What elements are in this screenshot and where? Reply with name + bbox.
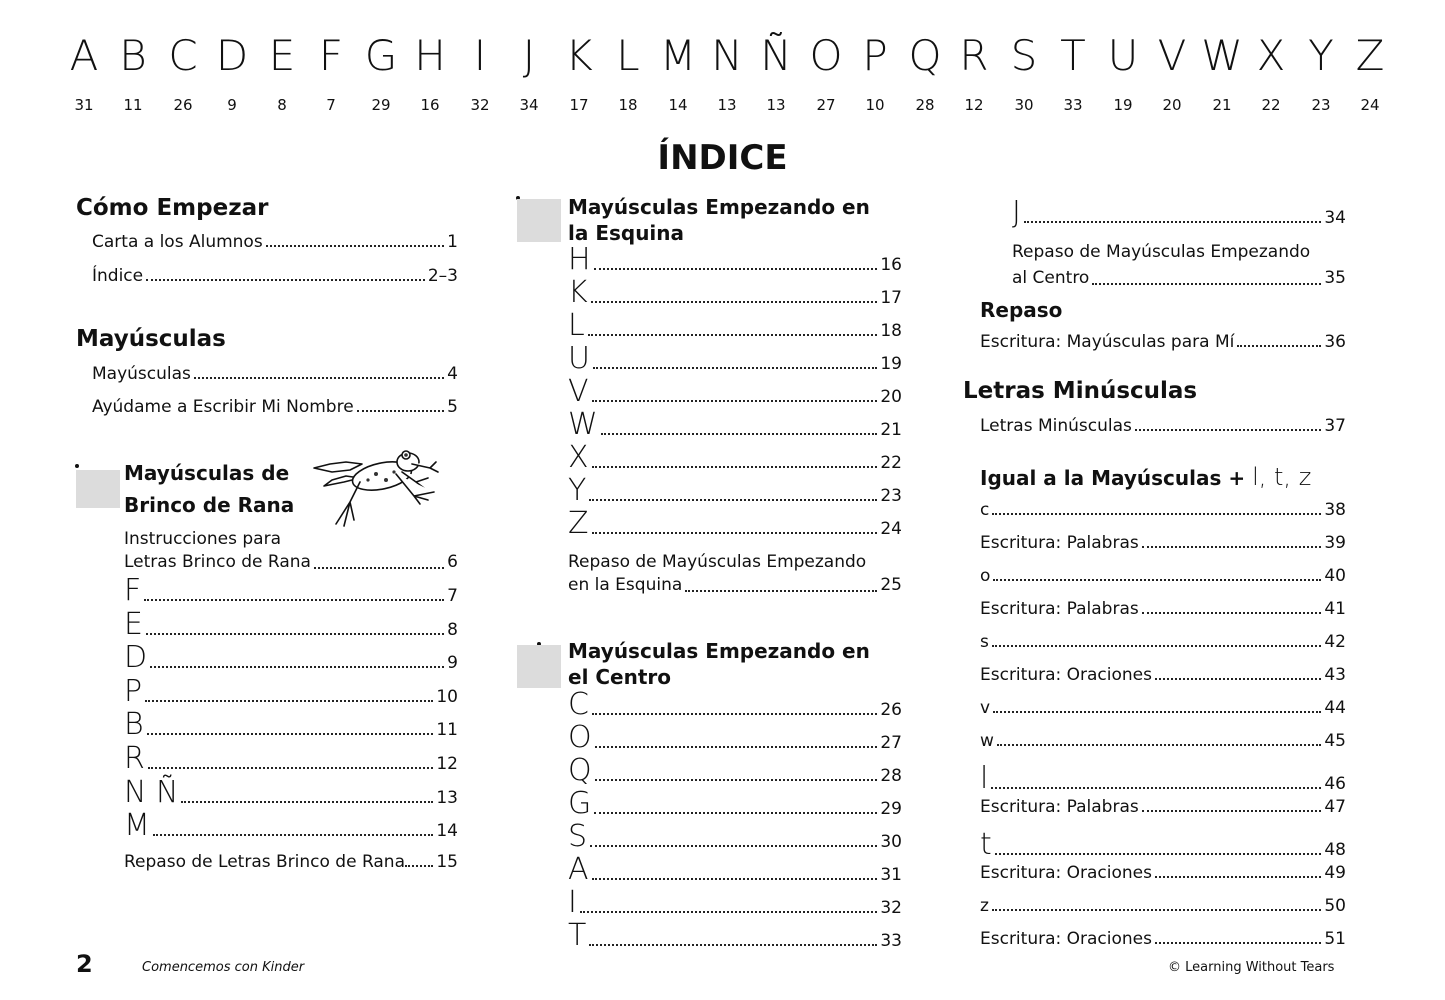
alphabet-letter	[1348, 32, 1392, 114]
toc-entry: o 40	[980, 566, 1346, 586]
toc-entry: Escritura: Oraciones 49	[980, 863, 1346, 883]
toc-entry: K 17	[568, 275, 902, 310]
alphabet-letter-glyph: X	[1256, 31, 1286, 80]
alphabet-page-number: 24	[1360, 96, 1380, 114]
toc-entry-repaso-esquina: Repaso de Mayúsculas Empezando en la Esquina 25	[568, 552, 902, 595]
toc-entry: E 8	[124, 606, 458, 642]
alphabet-letter-glyph: J	[522, 31, 536, 80]
alphabet-letter-glyph: P	[862, 31, 888, 80]
alphabet-page-number: 22	[1261, 96, 1281, 114]
alphabet-page-number: 29	[371, 96, 391, 114]
toc-entry: Escritura: Oraciones 43	[980, 665, 1346, 685]
toc-entry-instrucciones: Instrucciones para Letras Brinco de Rana 6	[124, 529, 458, 572]
toc-entry: s 42	[980, 632, 1346, 652]
toc-entry: W 21	[568, 407, 902, 442]
page-title: ÍNDICE	[657, 138, 788, 178]
alphabet-letter-glyph: E	[268, 31, 296, 80]
alphabet-page-number: 17	[569, 96, 589, 114]
toc-entry-letter: J 34	[1012, 195, 1346, 230]
alphabet-letter-glyph: G	[364, 31, 398, 80]
section-heading-repaso: Repaso	[980, 298, 1063, 322]
alphabet-page-number: 10	[865, 96, 885, 114]
alphabet-letter-glyph: Z	[1355, 31, 1385, 80]
alphabet-letter	[952, 32, 996, 114]
toc-entry: Ayúdame a Escribir Mi Nombre 5	[92, 397, 458, 417]
toc-entry: D 9	[124, 640, 458, 676]
section-heading-centro: Mayúsculas Empezando en el Centro	[568, 639, 870, 689]
toc-entry: M 14	[124, 808, 458, 844]
toc-entry: S 30	[568, 819, 902, 854]
alphabet-letter	[1101, 32, 1145, 114]
alphabet-letter-glyph: R	[959, 31, 989, 80]
alphabet-page-number: 18	[618, 96, 638, 114]
toc-entry: G 29	[568, 786, 902, 821]
alphabet-page-number: 13	[766, 96, 786, 114]
alphabet-letter-glyph: Y	[1308, 31, 1334, 80]
alphabet-letter-glyph: U	[1107, 31, 1139, 80]
toc-entry: P 10	[124, 673, 458, 709]
alphabet-letter	[1051, 32, 1095, 114]
toc-entry: V 20	[568, 374, 902, 409]
toc-entry: Escritura: Palabras 39	[980, 533, 1346, 553]
alphabet-letter-glyph: B	[119, 31, 147, 80]
alphabet-letter-glyph: D	[215, 31, 249, 80]
alphabet-letter-glyph: W	[1201, 31, 1243, 80]
toc-entry: Y 23	[568, 473, 902, 508]
toc-entry: Escritura: Palabras 47	[980, 797, 1346, 817]
alphabet-letter	[903, 32, 947, 114]
book-title: Comencemos con Kinder	[142, 960, 305, 975]
alphabet-letter	[62, 32, 106, 114]
alphabet-page-number: 28	[915, 96, 935, 114]
toc-entry: X 22	[568, 440, 902, 475]
alphabet-page-number: 8	[277, 96, 287, 114]
alphabet-letter	[1200, 32, 1244, 114]
alphabet-letter	[1299, 32, 1343, 114]
alphabet-letter-glyph: I	[473, 31, 487, 80]
toc-entry: z 50	[980, 896, 1346, 916]
alphabet-letter-glyph: S	[1010, 31, 1038, 80]
alphabet-letter	[1249, 32, 1293, 114]
alphabet-letter-glyph: V	[1157, 31, 1187, 80]
alphabet-letter	[804, 32, 848, 114]
alphabet-page-number: 16	[420, 96, 440, 114]
alphabet-page-number: 31	[74, 96, 94, 114]
section-heading-minusculas: Letras Minúsculas	[963, 378, 1198, 404]
alphabet-letter-glyph: Q	[908, 31, 942, 80]
alphabet-page-number: 19	[1113, 96, 1133, 114]
bullet-dot	[75, 464, 79, 468]
toc-entry: w 45	[980, 731, 1346, 751]
toc-entry: R 12	[124, 741, 458, 776]
section-heading-rana: Mayúsculas de Brinco de Rana	[124, 461, 295, 517]
alphabet-letter-glyph: K	[565, 31, 593, 80]
alphabet-letter-glyph: H	[414, 31, 446, 80]
section-marker-box	[517, 199, 561, 242]
alphabet-letter	[309, 32, 353, 114]
alphabet-page-number: 33	[1063, 96, 1083, 114]
alphabet-letter	[359, 32, 403, 114]
toc-entry: t 48	[980, 827, 1346, 862]
toc-entry: U 19	[568, 341, 902, 376]
alphabet-letter-glyph: Ñ	[760, 31, 792, 80]
toc-entry-repaso-centro: Repaso de Mayúsculas Empezando al Centro 35	[1012, 242, 1346, 288]
section-heading-como-empezar: Cómo Empezar	[76, 195, 269, 221]
toc-entry: T 33	[568, 918, 902, 953]
alphabet-letter-glyph: T	[1060, 31, 1086, 80]
alphabet-page-number: 12	[964, 96, 984, 114]
frog-illustration	[310, 442, 442, 528]
section-heading-igual: Igual a la Mayúsculas + l, t, z	[980, 463, 1312, 491]
toc-entry: F 7	[124, 573, 458, 608]
toc-entry: I 32	[568, 885, 902, 920]
page-number: 2	[76, 950, 93, 978]
alphabet-letter	[111, 32, 155, 114]
toc-entry: Letras Minúsculas 37	[980, 416, 1346, 436]
toc-entry: N Ñ 13	[124, 774, 458, 810]
alphabet-letter	[754, 32, 798, 114]
toc-entry: Índice 2–3	[92, 266, 458, 286]
alphabet-letter-glyph: O	[809, 31, 843, 80]
toc-entry: B 11	[124, 707, 458, 743]
alphabet-page-number: 7	[326, 96, 336, 114]
alphabet-page-number: 21	[1212, 96, 1232, 114]
alphabet-page-number: 30	[1014, 96, 1034, 114]
toc-entry: C 26	[568, 687, 902, 722]
alphabet-page-number: 32	[470, 96, 490, 114]
alphabet-page-number: 34	[519, 96, 539, 114]
toc-entry: c 38	[980, 500, 1346, 520]
section-marker-box	[517, 645, 561, 688]
alphabet-letter	[853, 32, 897, 114]
alphabet-letter	[557, 32, 601, 114]
alphabet-page-number: 27	[816, 96, 836, 114]
copyright: © Learning Without Tears	[1168, 960, 1335, 975]
alphabet-letter-glyph: F	[318, 31, 344, 80]
alphabet-letter-glyph: L	[616, 31, 640, 80]
section-heading-mayusculas: Mayúsculas	[76, 326, 226, 352]
toc-entry: A 31	[568, 852, 902, 887]
alphabet-letter	[705, 32, 749, 114]
alphabet-letter	[1002, 32, 1046, 114]
alphabet-page-number: 26	[173, 96, 193, 114]
toc-entry: l 46	[980, 761, 1346, 796]
toc-entry: L 18	[568, 308, 902, 343]
alphabet-page-number: 23	[1311, 96, 1331, 114]
toc-entry: Mayúsculas 4	[92, 364, 458, 384]
alphabet-letter	[507, 32, 551, 114]
toc-entry: Escritura: Oraciones 51	[980, 929, 1346, 949]
alphabet-letter	[656, 32, 700, 114]
toc-entry: v 44	[980, 698, 1346, 718]
section-marker-box	[76, 470, 120, 508]
alphabet-letter	[1150, 32, 1194, 114]
alphabet-letter	[606, 32, 650, 114]
alphabet-page-number: 20	[1162, 96, 1182, 114]
alphabet-letter	[458, 32, 502, 114]
alphabet-page-number: 11	[123, 96, 143, 114]
alphabet-letter	[210, 32, 254, 114]
alphabet-page-number: 9	[227, 96, 237, 114]
toc-entry: Z 24	[568, 506, 902, 541]
alphabet-letter	[161, 32, 205, 114]
alphabet-letter-glyph: N	[711, 31, 743, 80]
alphabet-letter-glyph: C	[168, 31, 198, 80]
alphabet-letter-glyph: M	[659, 31, 697, 80]
toc-entry: O 27	[568, 720, 902, 755]
toc-entry: Carta a los Alumnos 1	[92, 232, 458, 252]
alphabet-page-number: 13	[717, 96, 737, 114]
toc-entry-repaso-rana: Repaso de Letras Brinco de Rana 15	[124, 852, 458, 872]
toc-entry: Q 28	[568, 753, 902, 788]
alphabet-letter	[408, 32, 452, 114]
alphabet-page-number: 14	[668, 96, 688, 114]
section-heading-esquina: Mayúsculas Empezando en la Esquina	[568, 195, 870, 245]
toc-entry: H 16	[568, 242, 902, 277]
alphabet-strip	[62, 32, 1392, 122]
toc-entry: Escritura: Mayúsculas para Mí 36	[980, 332, 1346, 352]
alphabet-letter-glyph: A	[69, 31, 99, 80]
toc-entry: Escritura: Palabras 41	[980, 599, 1346, 619]
alphabet-letter	[260, 32, 304, 114]
